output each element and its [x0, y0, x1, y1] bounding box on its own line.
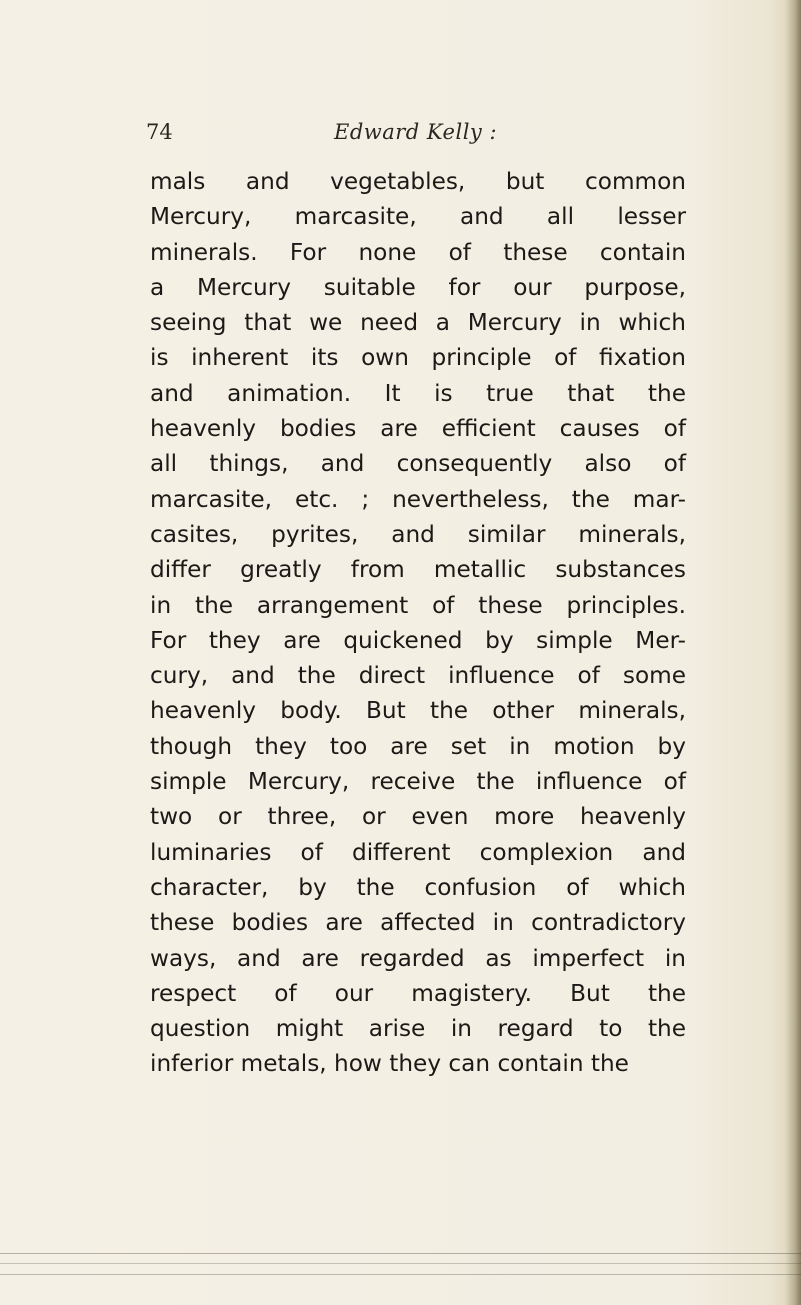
text-line: inferior metals, how they can contain the	[150, 1050, 629, 1078]
text-line: these bodies are affected in contradictory	[150, 909, 686, 937]
page-bottom-edge-line	[0, 1253, 801, 1254]
text-line: all things, and consequently also of	[150, 450, 686, 478]
page-edge-shadow	[785, 0, 801, 1305]
running-head-title: Edward Kelly :	[334, 120, 498, 144]
text-line: casites, pyrites, and similar minerals,	[150, 520, 686, 548]
text-line: is inherent its own principle of fixation	[150, 344, 686, 372]
text-line: luminaries of different complexion and	[150, 838, 686, 866]
text-line: differ greatly from metallic substances	[150, 556, 686, 584]
running-head	[146, 120, 666, 156]
text-line: a Mercury suitable for our purpose,	[150, 273, 686, 301]
text-line: ways, and are regarded as imperfect in	[150, 944, 686, 972]
text-line: in the arrangement of these principles.	[150, 591, 686, 619]
page-bottom-edge-line	[0, 1263, 801, 1264]
text-line: though they too are set in motion by	[150, 732, 686, 760]
text-line: mals and vegetables, but common	[150, 168, 686, 195]
text-line: character, by the confusion of which	[150, 873, 686, 901]
text-line: respect of our magistery. But the	[150, 979, 686, 1007]
text-line: marcasite, etc. ; nevertheless, the mar-	[150, 485, 686, 513]
text-line: cury, and the direct influence of some	[150, 662, 686, 690]
text-line: heavenly body. But the other minerals,	[150, 697, 686, 725]
page-number: 74	[146, 120, 173, 144]
text-line: Mercury, marcasite, and all lesser	[150, 203, 686, 231]
text-line: seeing that we need a Mercury in which	[150, 309, 686, 337]
text-line: For they are quickened by simple Mer-	[150, 626, 686, 654]
text-line: question might arise in regard to the	[150, 1015, 686, 1043]
text-line: and animation. It is true that the	[150, 379, 686, 407]
text-line: minerals. For none of these contain	[150, 238, 686, 266]
body-text	[150, 164, 686, 1082]
page-bottom-edge-line	[0, 1274, 801, 1275]
text-line: simple Mercury, receive the influence of	[150, 768, 686, 796]
text-line: heavenly bodies are efficient causes of	[150, 415, 686, 443]
text-line: two or three, or even more heavenly	[150, 803, 686, 831]
